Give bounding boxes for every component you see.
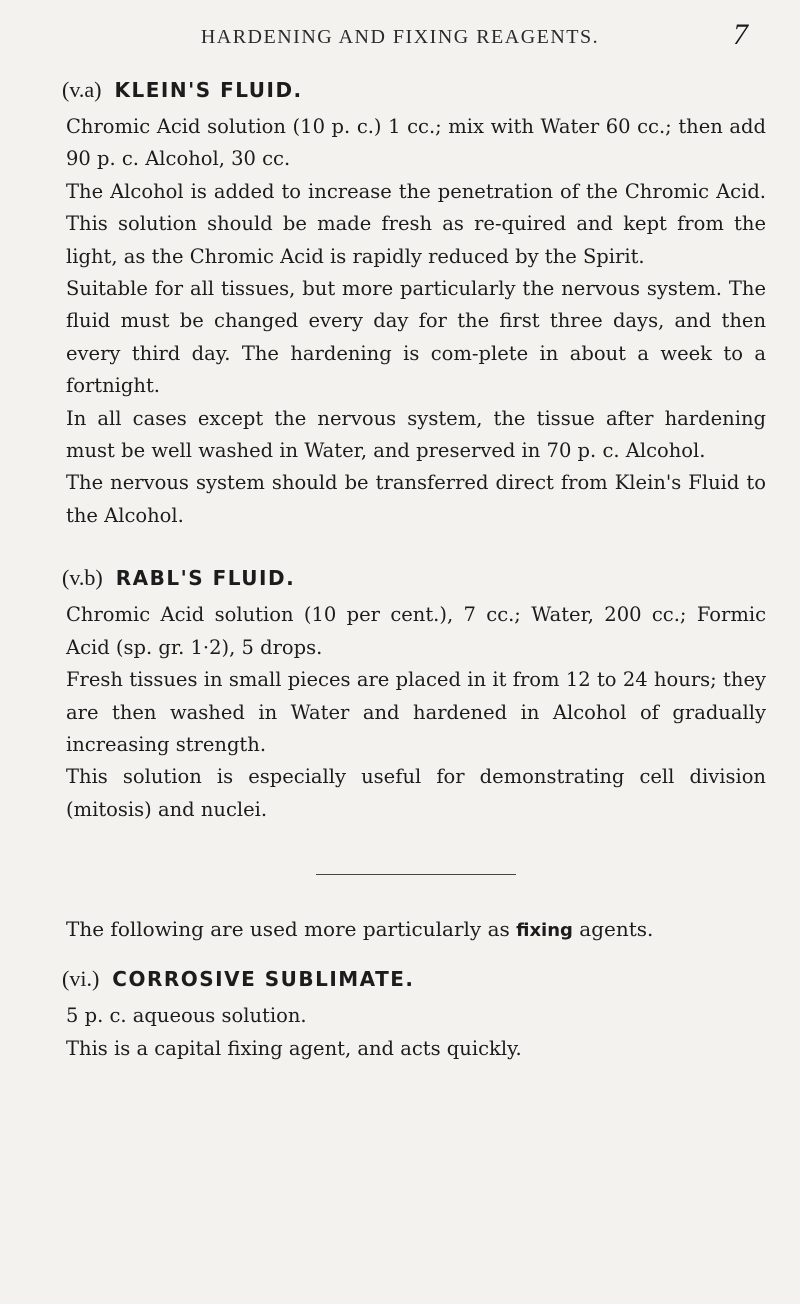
page-number: 7 <box>733 18 748 51</box>
paragraph: Fresh tissues in small pieces are placed in it from 12 to 24 hours; they are then washed in Water and hardened in Alcohol of gradually increasing strength. <box>66 668 766 756</box>
section-title: RABL'S FLUID. <box>115 566 296 591</box>
section-corrosive-sublimate <box>62 963 766 1065</box>
section-title: CORROSIVE SUBLIMATE. <box>112 967 415 992</box>
paragraph: This solution is especially useful for demonstrating cell division (mitosis) and nuclei. <box>66 765 766 821</box>
section-heading <box>62 562 766 595</box>
note-text-before: The following are used more particularly as <box>66 917 517 942</box>
section-heading <box>62 74 766 107</box>
section-number: (v.a) <box>62 77 102 102</box>
note-text-after: agents. <box>572 917 654 942</box>
section-rabls-fluid <box>62 562 766 826</box>
spacer <box>66 532 766 562</box>
section-number: (vi.) <box>62 966 100 992</box>
paragraph: Chromic Acid solution (10 per cent.), 7 cc.; Water, 200 cc.; Formic Acid (sp. gr. 1·2), 5 drops. <box>66 603 766 659</box>
section-divider <box>316 874 516 875</box>
paragraph: 5 p. c. aqueous solution. <box>66 1004 307 1028</box>
section-heading <box>62 963 766 996</box>
paragraph: Chromic Acid solution (10 p. c.) 1 cc.; mix with Water 60 cc.; then add 90 p. c. Alcohol, 30 cc. <box>66 115 766 171</box>
fixing-agents-note <box>66 913 766 947</box>
paragraph: The Alcohol is added to increase the penetration of the Chromic Acid. This solution should be made fresh as re-quired and kept from the light, as the Chromic Acid is rapidly reduced by the Spirit. <box>66 179 766 268</box>
paragraph: Suitable for all tissues, but more particularly the nervous system. The fluid must be changed every day for the first three days, and then every third day. The hardening is com-plete in about a week to a fortnight. <box>66 277 766 398</box>
paragraph: The nervous system should be transferred direct from Klein's Fluid to the Alcohol. <box>66 471 766 527</box>
section-number: (v.b) <box>62 565 103 591</box>
note-emphasis: fixing <box>516 920 573 942</box>
section-title: KLEIN'S FLUID. <box>114 78 303 102</box>
running-head: HARDENING AND FIXING REAGENTS. <box>200 26 600 48</box>
paragraph: In all cases except the nervous system, the tissue after hardening must be well washed in Water, and preserved in 70 p. c. Alcohol. <box>66 406 766 463</box>
paragraph: This is a capital fixing agent, and acts quickly. <box>66 1036 522 1060</box>
page-content <box>62 74 766 1065</box>
section-kleins-fluid <box>62 74 766 532</box>
